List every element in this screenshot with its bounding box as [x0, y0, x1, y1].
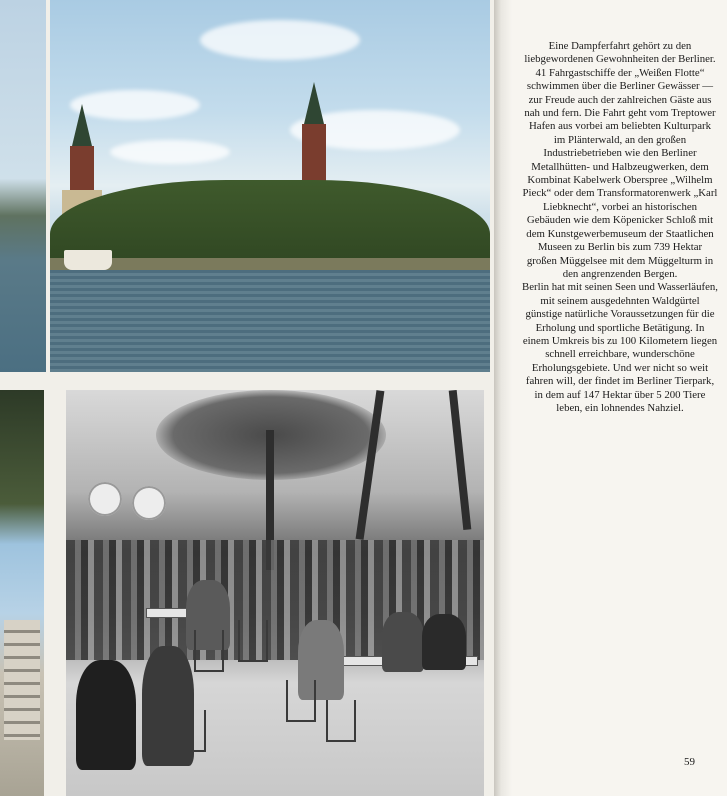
cafe-chair [286, 680, 316, 722]
previous-page-photo-edge-top [0, 0, 46, 372]
river-water [50, 270, 490, 372]
paragraph-erholung: Berlin hat mit seinen Seen und Wasserläufen, mit seinem ausgedehnten Waldgürtel günstige natürliche Voraussetzungen für die Erholung und sportliche Betätigung. In einem Umkreis bis zu 100 Kilometern liegen schnell erreichbare, wunderschöne Erholungsgebiete. Und wer nicht so weit fahren will, der findet im Berliner Tierpark, in dem auf 147 Hektar über 5 200 Tiere leben, ein lohnendes Nahziel. [522, 281, 718, 414]
previous-page-photo-edge-bottom [0, 390, 44, 796]
cafe-chair [238, 620, 268, 662]
cafe-chair [326, 700, 356, 742]
church-tower-left [70, 146, 94, 196]
seated-guest [382, 612, 424, 672]
building-facade [4, 620, 40, 740]
book-gutter [494, 0, 512, 796]
body-text [522, 40, 718, 415]
seated-guest [422, 614, 466, 670]
tree-trunk [449, 390, 472, 530]
cafe-chair [176, 710, 206, 752]
right-page [512, 0, 727, 796]
river-photo [50, 0, 490, 372]
tree-line [50, 180, 490, 270]
lamp-globe [88, 482, 122, 516]
steamboat [64, 250, 112, 270]
paragraph-dampferfahrt: Eine Dampferfahrt gehört zu den liebgewordenen Gewohnheiten der Berliner. 41 Fahrgastschiffe der „Weißen Flotte“ schwimmen über die Berliner Gewässer — zur Freude auch der zahlreichen Gäste aus nah und fern. Die Fahrt geht vom Treptower Hafen aus vorbei am beliebten Kulturpark im Plänterwald, an den großen Industriebetrieben wie den Berliner Metallhütten- und Halbzeugwerken, dem Kombinat Kabelwerk Oberspree „Wilhelm Pieck“ oder dem Transformatorenwerk „Karl Liebknecht“, vorbei an historischen Gebäuden wie dem Köpenicker Schloß mit dem Kunstgewerbemuseum der Staatlichen Museen zu Berlin bis zum 739 Hektar großen Müggelsee mit dem Müggelturm in den angrenzenden Bergen. [522, 40, 718, 280]
church-tower-right [302, 124, 326, 188]
seated-guest [76, 660, 136, 770]
cafe-chair [194, 630, 224, 672]
cafe-photo [66, 390, 484, 796]
lamp-globe [132, 486, 166, 520]
page-number: 59 [684, 756, 695, 768]
